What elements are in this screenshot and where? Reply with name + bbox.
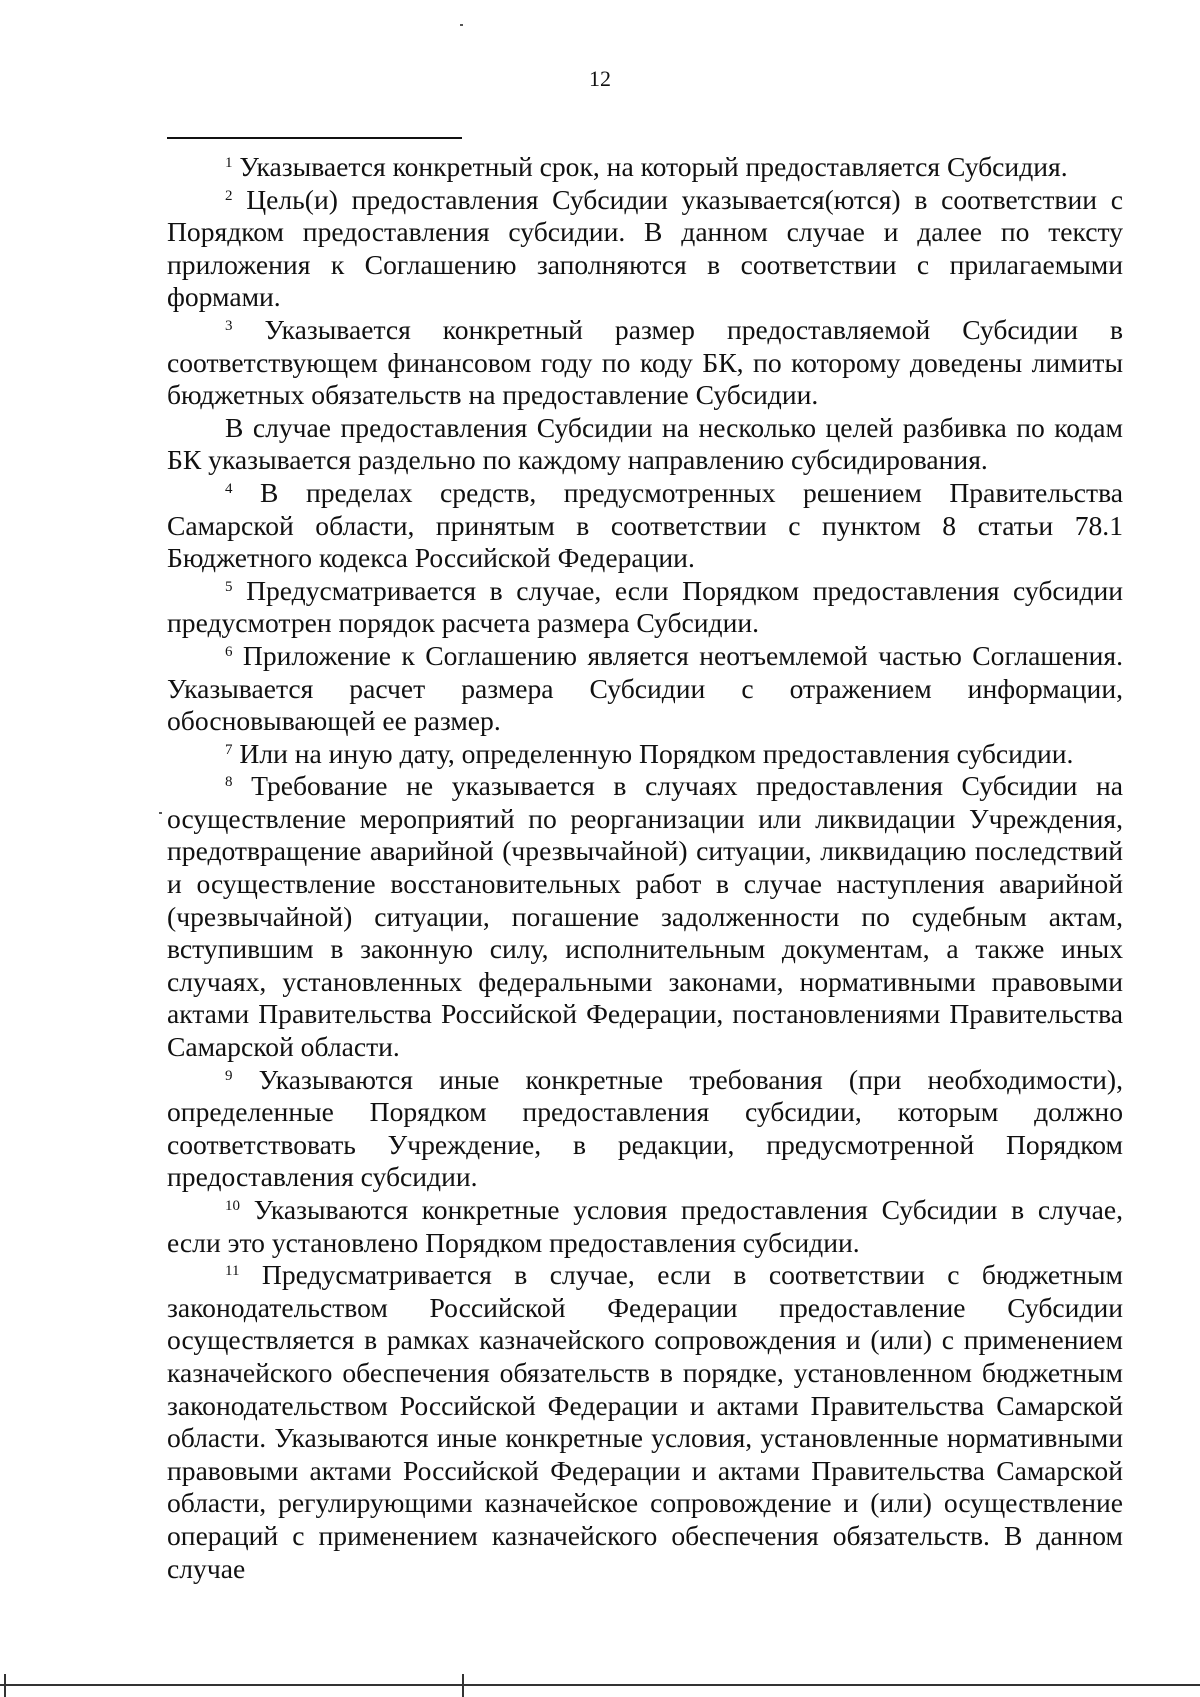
footnote-text: Требование не указывается в случаях предоставления Субсидии на осуществление мероприятий по реорганизации или ликвидации Учреждения, предотвращение аварийной (чрезвычайной) ситуации, ликвидацию последствий и осуществление восстановительных работ в случае наступления аварийной (чрезвычайной) ситуации, погашение задолженности по судебным актам, вступившим в законную силу, исполнительным документам, а также иных случаях, установленных федеральными законами, нормативными правовыми актами Правительства Российской Федерации, постановлениями Правительства Самарской области.: [167, 770, 1123, 1063]
footnote-8: [167, 770, 1123, 1063]
footnote-7: [167, 738, 1123, 771]
footnote-2: [167, 184, 1123, 314]
footnote-mark: 2: [225, 187, 233, 204]
footnote-text: Предусматривается в случае, если в соответствии с бюджетным законодательством Российской Федерации предоставление Субсидии осуществляется в рамках казначейского сопровождения и (или) с применением казначейского обеспечения обязательств в порядке, установленном бюджетным законодательством Российской Федерации и актами Правительства Самарской области. Указываются иные конкретные условия, установленные нормативными правовыми актами Российской Федерации и актами Правительства Самарской области, регулирующими казначейское сопровождение и (или) осуществление операций с применением казначейского обеспечения обязательств. В данном случае: [167, 1259, 1123, 1584]
footnote-text: Или на иную дату, определенную Порядком предоставления субсидии.: [239, 737, 1074, 769]
footnote-text: Указывается конкретный размер предоставляемой Субсидии в соответствующем финансовом году по коду БК, по которому доведены лимиты бюджетных обязательств на предоставление Субсидии.: [167, 313, 1123, 411]
footnote-4: [167, 477, 1123, 575]
footnote-text: Указываются конкретные условия предоставления Субсидии в случае, если это установлено Порядком предоставления субсидии.: [167, 1194, 1123, 1258]
footnote-text: Предусматривается в случае, если Порядком предоставления субсидии предусмотрен порядок расчета размера Субсидии.: [167, 574, 1123, 639]
footnote-mark: 6: [225, 643, 233, 660]
footnote-mark: 1: [225, 155, 233, 171]
scan-edge-mark: [462, 1674, 464, 1697]
footnote-5: [167, 575, 1123, 640]
footnote-mark: 11: [225, 1263, 240, 1280]
footnote-text: В пределах средств, предусмотренных решением Правительства Самарской области, принятым в соответствии с пунктом 8 статьи 78.1 Бюджетного кодекса Российской Федерации.: [167, 476, 1123, 574]
footnote-mark: 5: [225, 578, 233, 595]
footnote-text: Приложение к Соглашению является неотъемлемой частью Соглашения. Указывается расчет размера Субсидии с отражением информации, обосновывающей ее размер.: [167, 639, 1123, 737]
footnote-separator: [167, 137, 462, 139]
scan-bottom-edge: [0, 1684, 1200, 1686]
footnote-10: [167, 1194, 1123, 1259]
footnotes-block: [167, 151, 1123, 1585]
footnote-text: Указываются иные конкретные требования (при необходимости), определенные Порядком предоставления субсидии, которым должно соответствовать Учреждение, в редакции, предусмотренной Порядком предоставления субсидии.: [167, 1063, 1124, 1193]
page-number: 12: [589, 66, 611, 91]
scan-edge-mark: [4, 1674, 6, 1697]
footnote-mark: 10: [225, 1198, 240, 1214]
footnote-11: [167, 1259, 1123, 1585]
scan-speck: [159, 812, 162, 814]
footnote-text: Указывается конкретный срок, на который предоставляется Субсидия.: [239, 151, 1068, 182]
footnote-1: [167, 151, 1123, 184]
footnote-mark: 7: [225, 741, 233, 758]
footnote-mark: 4: [225, 480, 233, 497]
footnote-9: [167, 1064, 1123, 1194]
footnote-3: [167, 314, 1123, 412]
footnote-mark: 8: [225, 774, 233, 791]
scan-speck: [460, 24, 463, 26]
footnote-text: Цель(и) предоставления Субсидии указывается(ются) в соответствии с Порядком предоставления субсидии. В данном случае и далее по тексту приложения к Соглашению заполняются в соответствии с прилагаемыми формами.: [167, 183, 1123, 313]
footnote-text: В случае предоставления Субсидии на несколько целей разбивка по кодам БК указывается раздельно по каждому направлению субсидирования.: [167, 411, 1123, 476]
footnote-mark: 3: [225, 317, 233, 334]
footnote-mark: 9: [225, 1067, 233, 1084]
footnote-3-continuation: [167, 412, 1123, 477]
footnote-6: [167, 640, 1123, 738]
